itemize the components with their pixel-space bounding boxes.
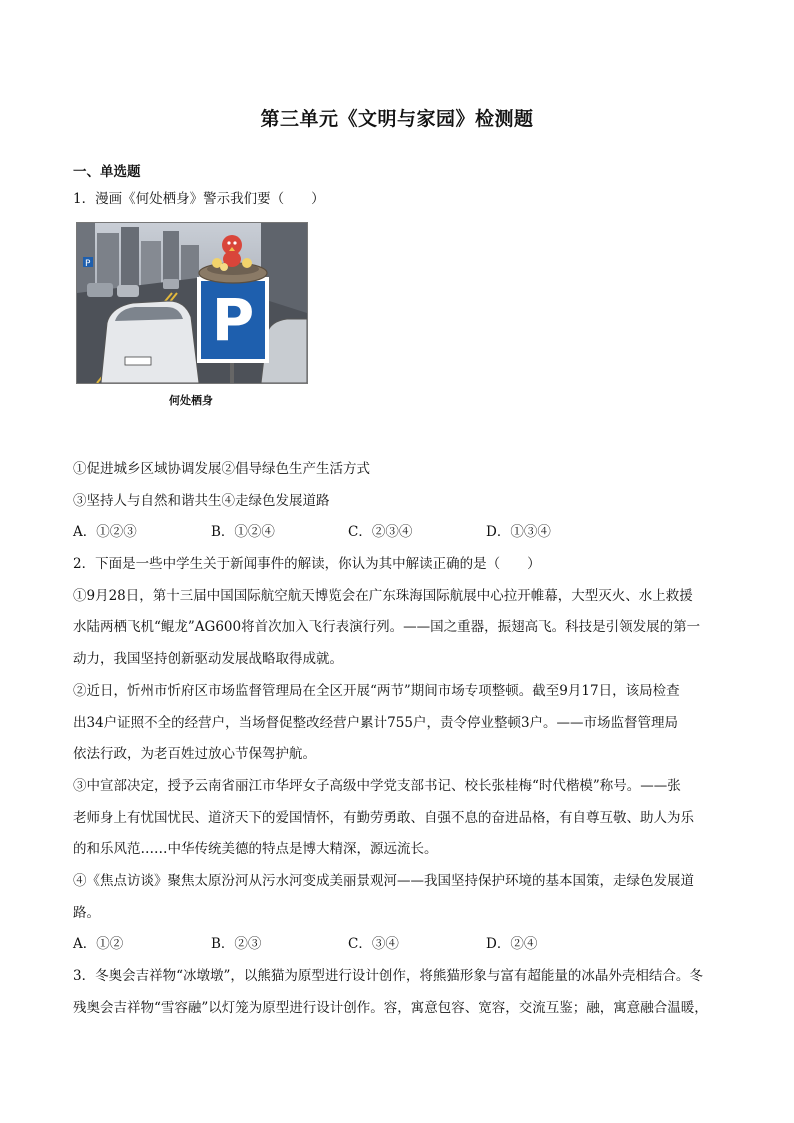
parking-sign-letter: P <box>211 286 255 354</box>
svg-text:P: P <box>85 259 91 269</box>
question-2-line: 路。 <box>73 905 100 921</box>
question-2-line: 依法行政，为老百姓过放心节保驾护航。 <box>73 746 316 762</box>
question-2-line: ④《焦点访谈》聚焦太原汾河从污水河变成美丽景观河——我国坚持保护环境的基本国策，走绿色发展道 <box>73 873 694 889</box>
figure-caption: 何处栖身 <box>169 394 213 407</box>
cartoon-figure <box>76 222 308 384</box>
question-2-option-b: B．②③ <box>211 936 262 952</box>
question-2-line: 的和乐风范……中华传统美德的特点是博大精深，源远流长。 <box>73 841 438 857</box>
question-2-line: 水陆两栖飞机“鲲龙”AG600将首次加入飞行表演行列。——国之重器，振翅高飞。科技是引领发展的第一 <box>73 619 701 635</box>
question-2-option-a: A．①② <box>73 936 124 952</box>
question-1-statements-2: ③坚持人与自然和谐共生④走绿色发展道路 <box>73 493 330 509</box>
question-1-option-a: A．①②③ <box>73 524 137 540</box>
question-3-line: 3．冬奥会吉祥物“冰墩墩”，以熊猫为原型进行设计创作，将熊猫形象与富有超能量的冰晶外壳相结合。冬 <box>73 968 703 984</box>
question-1-option-b: B．①②④ <box>211 524 275 540</box>
question-2-line: 动力，我国坚持创新驱动发展战略取得成就。 <box>73 651 343 667</box>
section-heading: 一、单选题 <box>73 164 141 180</box>
question-2-option-d: D．②④ <box>486 936 538 952</box>
cartoon-illustration <box>77 223 307 383</box>
question-1-option-c: C．②③④ <box>348 524 413 540</box>
question-1-statements-1: ①促进城乡区域协调发展②倡导绿色生产生活方式 <box>73 461 370 477</box>
question-2-line: ②近日，忻州市忻府区市场监督管理局在全区开展“两节”期间市场专项整顿。截至9月17日，该局检查 <box>73 683 680 699</box>
question-3-line: 残奥会吉祥物“雪容融”以灯笼为原型进行设计创作。容，寓意包容、宽容，交流互鉴；融，寓意融合温暖， <box>73 1000 708 1016</box>
question-2-line: 出34户证照不全的经营户，当场督促整改经营户累计755户，责令停业整顿3户。——市场监督管理局 <box>73 715 679 731</box>
question-2-line: 老师身上有忧国忧民、道济天下的爱国情怀，有勤劳勇敢、自强不息的奋进品格，有自尊互敬、助人为乐 <box>73 810 694 826</box>
question-2-line: ③中宣部决定，授予云南省丽江市华坪女子高级中学党支部书记、校长张桂梅“时代楷模”称号。——张 <box>73 778 681 794</box>
question-2-option-c: C．③④ <box>348 936 399 952</box>
question-2-stem: 2．下面是一些中学生关于新闻事件的解读，你认为其中解读正确的是（ ） <box>73 556 541 572</box>
document-title: 第三单元《文明与家园》检测题 <box>260 108 534 130</box>
question-1-option-d: D．①③④ <box>486 524 551 540</box>
question-2-line: ①9月28日，第十三届中国国际航空航天博览会在广东珠海国际航展中心拉开帷幕，大型灭火、水上救援 <box>73 588 693 604</box>
question-1-stem: 1．漫画《何处栖身》警示我们要（ ） <box>73 191 325 207</box>
